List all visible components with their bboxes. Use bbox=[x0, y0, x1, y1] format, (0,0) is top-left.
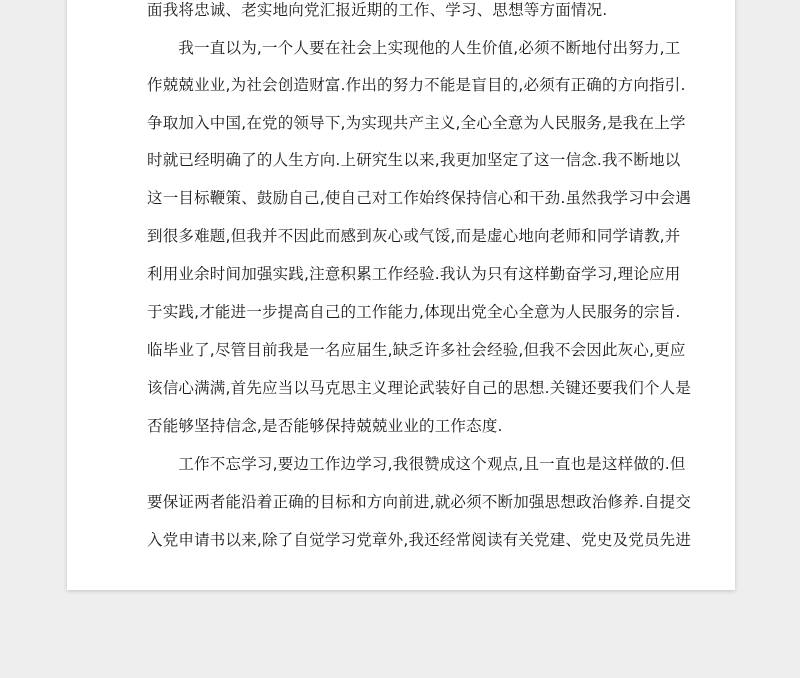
text-line: 面我将忠诚、老实地向党汇报近期的工作、学习、思想等方面情况. bbox=[147, 1, 608, 19]
text-line: 要保证两者能沿着正确的目标和方向前进,就必须不断加强思想政治修养.自提交 bbox=[147, 493, 692, 511]
text-line: 入党申请书以来,除了自觉学习党章外,我还经常阅读有关党建、党史及党员先进 bbox=[147, 531, 692, 549]
text-line: 该信心满满,首先应当以马克思主义理论武装好自己的思想.关键还要我们个人是 bbox=[147, 379, 692, 397]
text-line: 争取加入中国,在党的领导下,为实现共产主义,全心全意为人民服务,是我在上学 bbox=[147, 114, 686, 132]
text-line: 我一直以为,一个人要在社会上实现他的人生价值,必须不断地付出努力,工 bbox=[147, 39, 681, 57]
text-line: 临毕业了,尽管目前我是一名应届生,缺乏许多社会经验,但我不会因此灰心,更应 bbox=[147, 341, 686, 359]
document-page bbox=[67, 0, 735, 590]
text-line: 到很多难题,但我并不因此而感到灰心或气馁,而是虚心地向老师和同学请教,并 bbox=[147, 227, 681, 245]
text-line: 时就已经明确了的人生方向.上研究生以来,我更加坚定了这一信念.我不断地以 bbox=[147, 151, 681, 169]
text-line: 这一目标鞭策、鼓励自己,使自己对工作始终保持信心和干劲.虽然我学习中会遇 bbox=[147, 189, 692, 207]
text-line: 利用业余时间加强实践,注意积累工作经验.我认为只有这样勤奋学习,理论应用 bbox=[147, 265, 681, 283]
text-line: 于实践,才能进一步提高自己的工作能力,体现出党全心全意为人民服务的宗旨. bbox=[147, 303, 681, 321]
text-line: 工作不忘学习,要边工作边学习,我很赞成这个观点,且一直也是这样做的.但 bbox=[147, 455, 686, 473]
text-line: 否能够坚持信念,是否能够保持兢兢业业的工作态度. bbox=[147, 417, 503, 435]
text-line: 作兢兢业业,为社会创造财富.作出的努力不能是盲目的,必须有正确的方向指引. bbox=[147, 76, 686, 94]
